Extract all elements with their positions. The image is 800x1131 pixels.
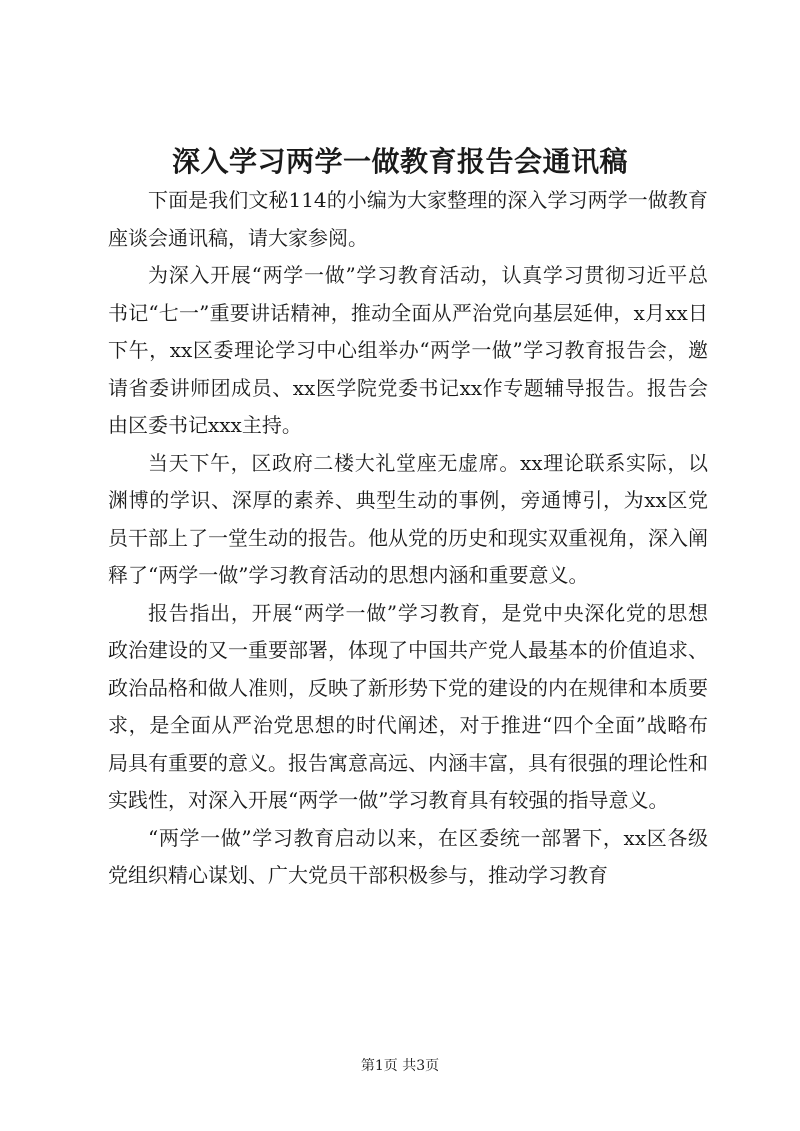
paragraph-venue: 当天下午，区政府二楼大礼堂座无虚席。xx理论联系实际，以渊博的学识、深厚的素养、典型生动的事例，旁通博引，为xx区党员干部上了一堂生动的报告。他从党的历史和现实双重视角，深入阐释了“两学一做”学习教育活动的思想内涵和重要意义。 [108,450,708,587]
paragraph-since-launch: “两学一做”学习教育启动以来，在区委统一部署下，xx区各级党组织精心谋划、广大党员干部积极参与，推动学习教育 [108,825,708,887]
paragraph-intro: 下面是我们文秘114的小编为大家整理的深入学习两学一做教育座谈会通讯稿，请大家参阅。 [108,188,708,250]
document-body [108,182,708,895]
page-number-footer: 第1页 共3页 [360,1058,440,1074]
document-title: 深入学习两学一做教育报告会通讯稿 [171,145,628,178]
paragraph-report-points: 报告指出，开展“两学一做”学习教育，是党中央深化党的思想政治建设的又一重要部署，体现了中国共产党人最基本的价值追求、政治品格和做人准则，反映了新形势下党的建设的内在规律和本质要求，是全面从严治党思想的时代阐述，对于推进“四个全面”战略布局具有重要的意义。报告寓意高远、内涵丰富，具有很强的理论性和实践性，对深入开展“两学一做”学习教育具有较强的指导意义。 [108,600,708,812]
paragraph-event: 为深入开展“两学一做”学习教育活动，认真学习贯彻习近平总书记“七一”重要讲话精神，推动全面从严治党向基层延伸，x月xx日下午，xx区委理论学习中心组举办“两学一做”学习教育报告会，邀请省委讲师团成员、xx医学院党委书记xx作专题辅导报告。报告会由区委书记xxx主持。 [108,263,708,437]
